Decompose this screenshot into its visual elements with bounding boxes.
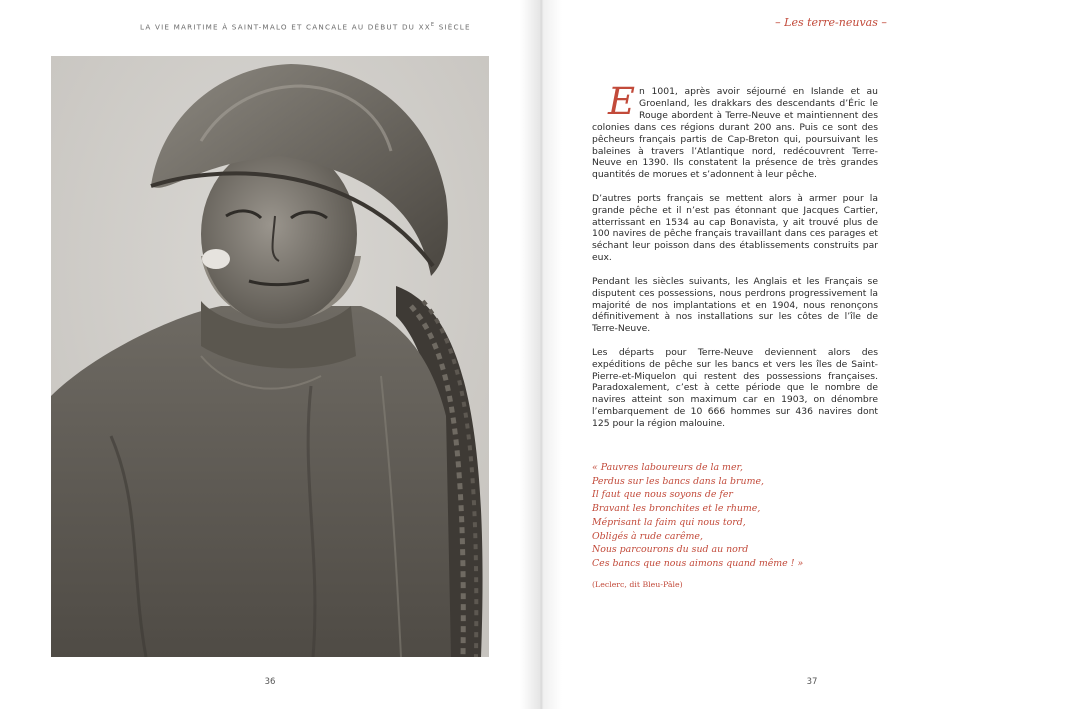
- poem-line: Méprisant la faim qui nous tord,: [592, 516, 746, 528]
- poem-line: Obligés à rude carême,: [592, 530, 703, 542]
- page-number-left: 36: [264, 677, 276, 687]
- paragraph: Pendant les siècles suivants, les Anglais et les Français se disputent ces possessions, nous perdrons progressivement la majorité de nos implantations et en 1904, nous renonçons définitivement à nos installations sur les côtes de l’île de Terre-Neuve.: [592, 275, 878, 335]
- body-text: [592, 80, 878, 442]
- drop-cap: E: [608, 80, 636, 123]
- running-head-right: – Les terre-neuvas –: [775, 16, 887, 29]
- right-page: [541, 0, 1082, 709]
- running-head-left: LA VIE MARITIME À SAINT-MALO ET CANCALE AU DÉBUT DU $XX^E$ SIÈCLE: [140, 22, 471, 32]
- poem-line: Nous parcourons du sud au nord: [592, 544, 749, 556]
- paragraph: Les départs pour Terre-Neuve deviennent alors des expéditions de pêche sur les bancs et vers les îles de Saint-Pierre-et-Miquelon qui restent des possessions françaises. Paradoxalement, c’est à cette période que le nombre de navires atteint son maximum car en 1903, on dénombre l’embarquement de 10 666 hommes sur 436 navires dont 125 pour la région malouine.: [592, 346, 878, 430]
- poem-quote: [592, 461, 892, 571]
- poem-attribution: (Leclerc, dit Bleu-Pâle): [592, 580, 683, 589]
- poem-line: Bravant les bronchites et le rhume,: [592, 503, 761, 515]
- paragraph: En 1001, après avoir séjourné en Islande et au Groenland, les drakkars des descendants d’Éric le Rouge abordent à Terre-Neuve et maintiennent des colonies dans ces régions durant 200 ans. Puis ce sont des pêcheurs français partis de Cap-Breton qui, poursuivant les baleines à travers l’Atlantique nord, redécouvrent Terre-Neuve en 1390. Ils constatent la présence de très grandes quantités de morues et s’adonnent à leur pêche.: [592, 80, 878, 181]
- poem-line: Ces bancs que nous aimons quand même ! »: [592, 557, 804, 569]
- poem-line: Perdus sur les bancs dans la brume,: [592, 475, 764, 487]
- page-number-right: 37: [806, 677, 818, 687]
- poem-line: Il faut que nous soyons de fer: [592, 489, 733, 501]
- paragraph: D’autres ports français se mettent alors à armer pour la grande pêche et il n’est pas étonnant que Jacques Cartier, atterrissant en 1534 au cap Bonavista, y ait trouvé plus de 100 navires de pêche français travaillant dans ces parages et séchant leur poisson dans des établissements construits par eux.: [592, 192, 878, 264]
- poem-line: « Pauvres laboureurs de la mer,: [592, 462, 743, 473]
- fisherman-portrait-photo: [51, 56, 489, 657]
- book-gutter: [520, 0, 562, 709]
